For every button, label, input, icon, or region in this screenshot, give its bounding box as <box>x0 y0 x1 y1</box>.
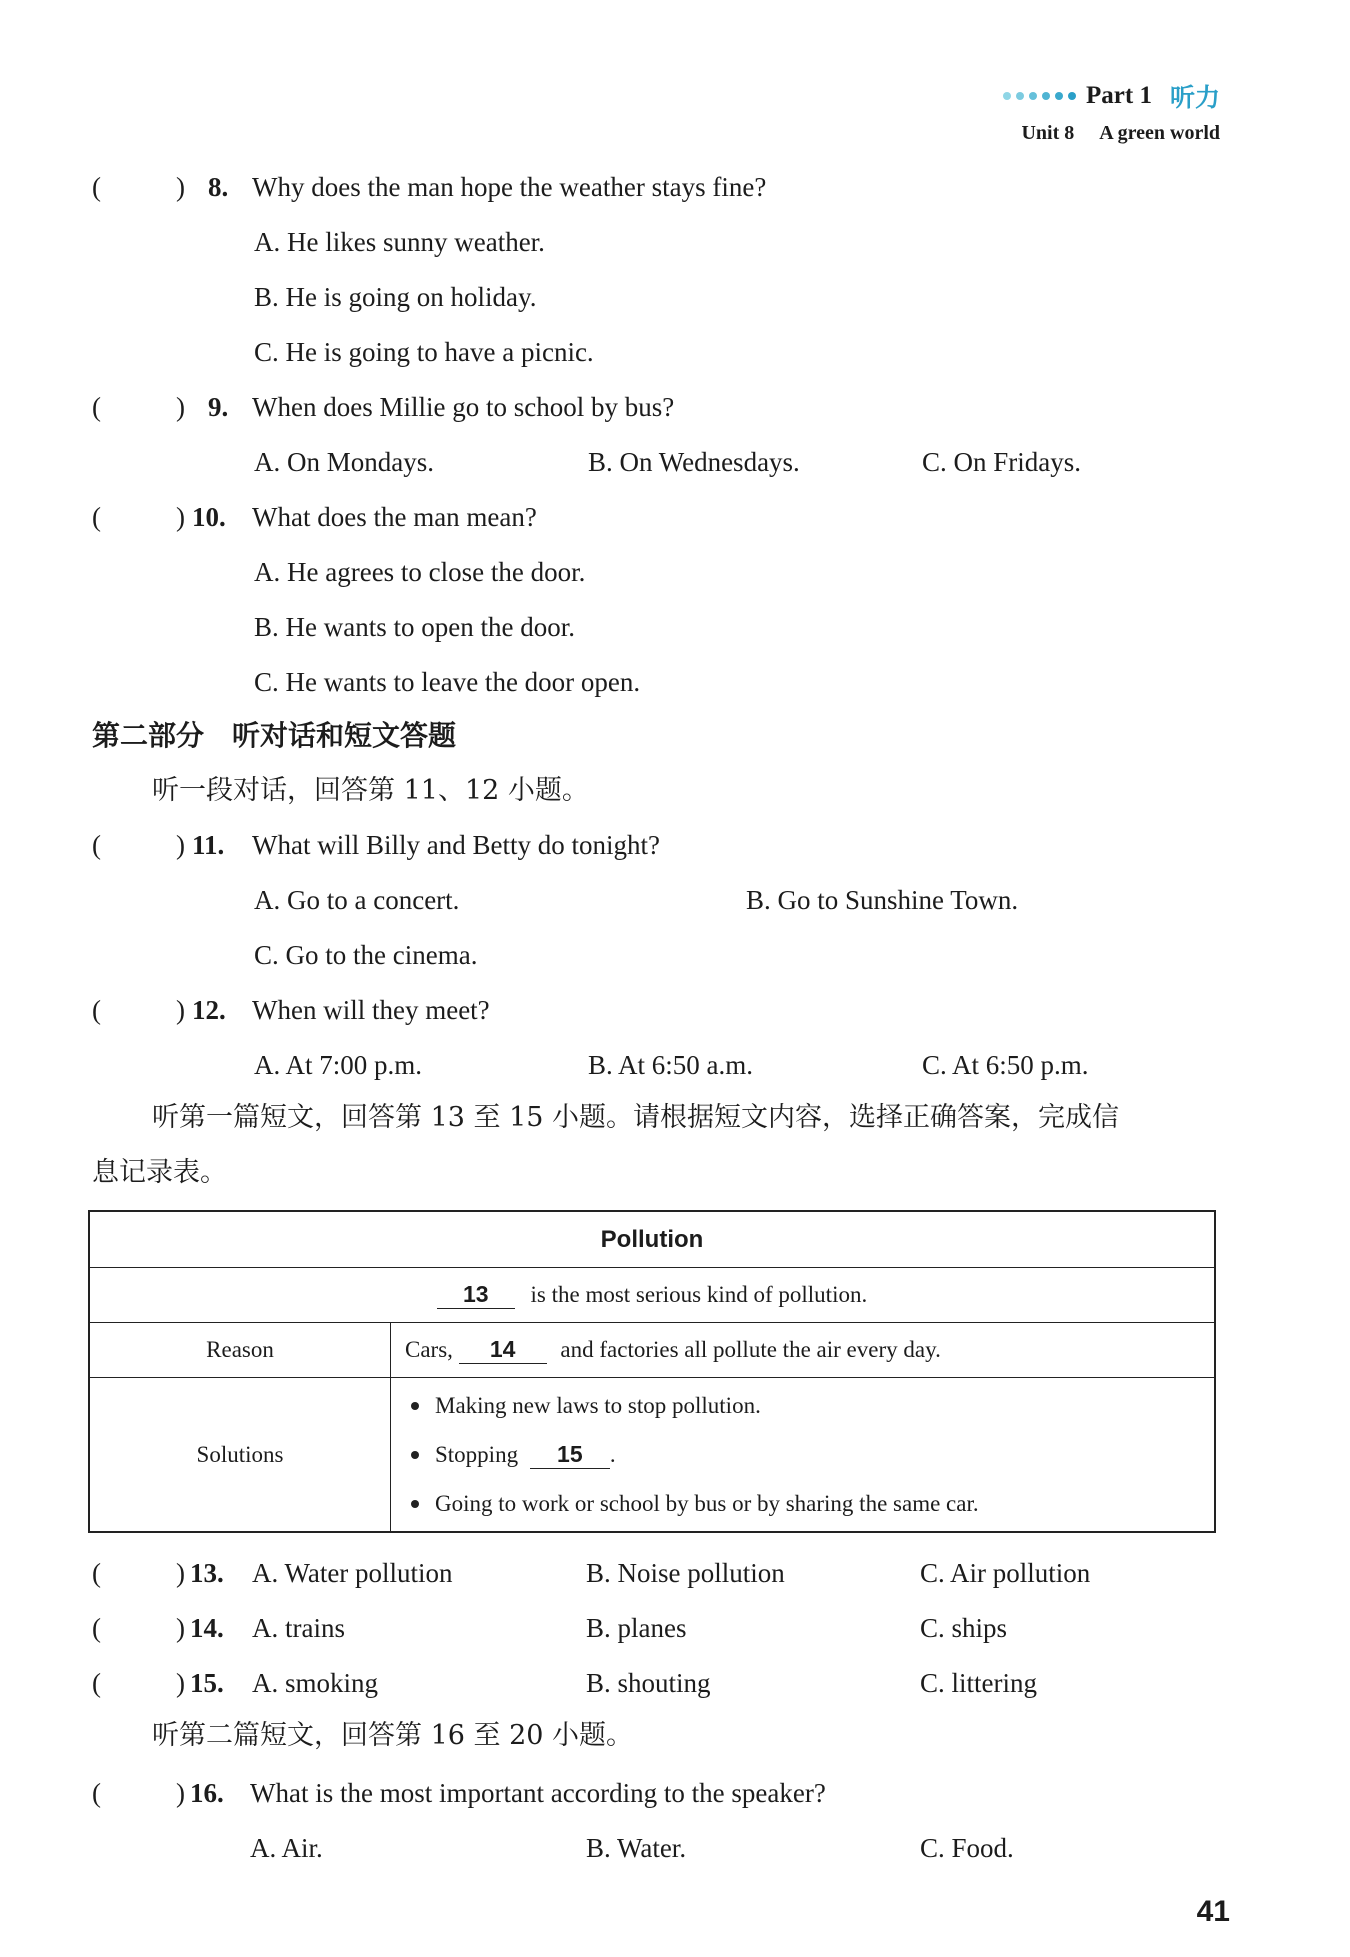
instruction-continued: 息记录表。 <box>92 1157 227 1188</box>
option-a[interactable]: A. At 7:00 p.m. <box>254 1050 423 1080</box>
question-number: 12. <box>192 995 226 1025</box>
instruction: 听一段对话，回答第 11、12 小题。 <box>152 775 589 806</box>
page-header <box>1003 78 1220 145</box>
solution-2-pre: Stopping <box>435 1442 519 1467</box>
option-a[interactable]: A. Go to a concert. <box>254 885 460 915</box>
table-title: Pollution <box>89 1211 1215 1268</box>
option-b[interactable]: B. Noise pollution <box>586 1558 785 1588</box>
solution-2-post: . <box>609 1442 616 1467</box>
answer-paren-close[interactable]: ) <box>176 1613 185 1643</box>
option-c[interactable]: C. He is going to have a picnic. <box>254 337 594 367</box>
blank-13[interactable]: 13 <box>437 1281 515 1309</box>
answer-paren-open[interactable]: ( <box>92 392 101 422</box>
option-a[interactable]: A. smoking <box>252 1668 379 1698</box>
reason-label: Reason <box>89 1323 391 1378</box>
question-number: 14. <box>190 1613 224 1643</box>
answer-paren-open[interactable]: ( <box>92 502 101 532</box>
question-number: 10. <box>192 502 226 532</box>
answer-paren-close[interactable]: ) <box>176 1778 185 1808</box>
solution-item-3: Going to work or school by bus or by sharing the same car. <box>405 1479 1200 1528</box>
option-a[interactable]: A. He agrees to close the door. <box>254 557 586 587</box>
question-number: 15. <box>190 1668 224 1698</box>
reason-cell <box>391 1323 1216 1378</box>
reason-pre: Cars, <box>405 1337 453 1362</box>
option-b[interactable]: B. Go to Sunshine Town. <box>746 885 1019 915</box>
option-b[interactable]: B. He is going on holiday. <box>254 282 537 312</box>
question-number: 8. <box>208 172 229 202</box>
option-c[interactable]: C. On Fridays. <box>922 447 1082 477</box>
info-table <box>88 1210 1216 1533</box>
unit-label: Unit 8 <box>1021 122 1075 144</box>
answer-paren-close[interactable]: ) <box>176 502 185 532</box>
answer-paren-close[interactable]: ) <box>176 995 185 1025</box>
answer-paren-open[interactable]: ( <box>92 172 101 202</box>
unit-title: A green world <box>1099 122 1220 144</box>
answer-paren-close[interactable]: ) <box>176 172 185 202</box>
option-c[interactable]: C. Food. <box>920 1833 1014 1863</box>
option-a[interactable]: A. Air. <box>250 1833 323 1863</box>
question-number: 16. <box>190 1778 224 1808</box>
option-c[interactable]: C. At 6:50 p.m. <box>922 1050 1089 1080</box>
page-number: 41 <box>1196 1895 1230 1928</box>
blank-15[interactable]: 15 <box>530 1440 610 1469</box>
option-b[interactable]: B. He wants to open the door. <box>254 612 575 642</box>
solutions-label: Solutions <box>89 1378 391 1533</box>
instruction: 听第一篇短文，回答第 13 至 15 小题。请根据短文内容，选择正确答案，完成信 <box>152 1102 1120 1133</box>
answer-paren-open[interactable]: ( <box>92 830 101 860</box>
row-text: is the most serious kind of pollution. <box>530 1282 868 1307</box>
solution-item-2 <box>405 1430 1200 1479</box>
option-b[interactable]: B. At 6:50 a.m. <box>588 1050 754 1080</box>
option-a[interactable]: A. Water pollution <box>252 1558 453 1588</box>
option-a[interactable]: A. On Mondays. <box>254 447 434 477</box>
part-label: Part 1 <box>1086 82 1152 109</box>
question-text: Why does the man hope the weather stays fine? <box>252 172 767 202</box>
answer-paren-open[interactable]: ( <box>92 1778 101 1808</box>
answer-paren-open[interactable]: ( <box>92 1558 101 1588</box>
question-number: 9. <box>208 392 229 422</box>
answer-paren-close[interactable]: ) <box>176 1558 185 1588</box>
option-c[interactable]: C. Go to the cinema. <box>254 940 478 970</box>
question-text: What is the most important according to the speaker? <box>250 1778 826 1808</box>
question-number: 11. <box>192 830 225 860</box>
question-text: What does the man mean? <box>252 502 537 532</box>
dots-decoration <box>1003 92 1076 100</box>
option-c[interactable]: C. Air pollution <box>920 1558 1091 1588</box>
option-c[interactable]: C. He wants to leave the door open. <box>254 667 641 697</box>
solution-item-1: Making new laws to stop pollution. <box>405 1381 1200 1430</box>
question-text: What will Billy and Betty do tonight? <box>252 830 660 860</box>
answer-paren-open[interactable]: ( <box>92 1668 101 1698</box>
answer-paren-close[interactable]: ) <box>176 830 185 860</box>
table-row-most-serious <box>89 1268 1215 1323</box>
option-a[interactable]: A. He likes sunny weather. <box>254 227 545 257</box>
option-b[interactable]: B. planes <box>586 1613 687 1643</box>
option-b[interactable]: B. On Wednesdays. <box>588 447 800 477</box>
part-chinese-label: 听力 <box>1169 83 1220 112</box>
question-text: When will they meet? <box>252 995 490 1025</box>
question-number: 13. <box>190 1558 224 1588</box>
answer-paren-close[interactable]: ) <box>176 1668 185 1698</box>
question-text: When does Millie go to school by bus? <box>252 392 675 422</box>
solutions-cell <box>391 1378 1216 1533</box>
option-c[interactable]: C. ships <box>920 1613 1008 1643</box>
answer-paren-open[interactable]: ( <box>92 1613 101 1643</box>
answer-paren-close[interactable]: ) <box>176 392 185 422</box>
blank-14[interactable]: 14 <box>459 1336 547 1364</box>
instruction: 听第二篇短文，回答第 16 至 20 小题。 <box>152 1720 634 1751</box>
section-title: 第二部分 听对话和短文答题 <box>92 719 457 752</box>
option-c[interactable]: C. littering <box>920 1668 1037 1698</box>
option-a[interactable]: A. trains <box>252 1613 345 1643</box>
reason-post: and factories all pollute the air every day. <box>560 1337 941 1362</box>
option-b[interactable]: B. shouting <box>586 1668 711 1698</box>
option-b[interactable]: B. Water. <box>586 1833 687 1863</box>
answer-paren-open[interactable]: ( <box>92 995 101 1025</box>
